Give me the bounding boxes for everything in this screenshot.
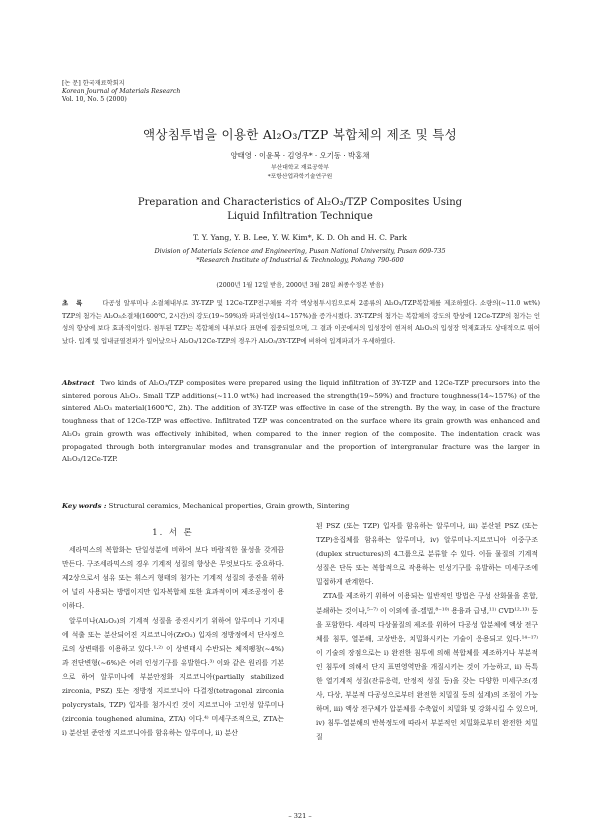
english-abstract-text: Two kinds of Al₂O₃/TZP composites were prepared using the liquid infiltration of 3Y-TZP and 12Ce-TZP precursors into the sintered porous Al₂O₃. Small TZP additions(~11.0 wt%) had increased the strength(19~59%) and fracture toughness(14~157%) of the sintered Al₂O₃ material(1600℃, 2h). The addition of 3Y-TZP was effective in case of the strength. By the way, in case of the fracture toughness that of 12Ce-TZP was effective. Infiltrated TZP was concentrated on the surface where its grain growth was enhanced and Al₂O₃ grain growth was effectively inhibited, when compared to the inner region of the composite. The indentation crack was propagated through both intergranular modes and transgranular and the proportion of intergranular fracture was the larger in Al₂O₃/12Ce-TZP. xyxy=(62,379,540,464)
korean-authors: 양태영 · 이윤복 · 김영우* · 오기동 · 박홍채 xyxy=(230,151,370,160)
korean-affiliation-2: *포항산업과학기술연구원 xyxy=(267,174,333,180)
korean-affiliation-1: 부산대학교 재료공학부 xyxy=(271,165,329,171)
page-number: – 321 – xyxy=(288,812,312,820)
body-paragraph: ZTA를 제조하기 위하여 이용되는 일반적인 방법은 구성 산화물을 혼합, 분쇄하는 것이나,⁵⁻⁷⁾ 이 이외에 졸-겔법,⁸⁻¹⁰⁾ 용융과 급냉,¹¹⁾ CVD¹²·¹³⁾ 등을 포함한다. 세라믹 다상물질의 제조를 위하여 다공성 압분체에 액상 전구체를 침투, 열분해, 고상반응, 치밀화시키는 기술이 응용되고 있다.¹⁴⁻¹⁷⁾ 이 기술의 장점으로는 i) 완전한 침투에 의해 복합체를 제조하거나 부분적인 침투에 의해서 단지 표면영역만을 개질시키는 것이 가능하고, ii) 독특한 열기계적 성질(잔류응력, 안정적 성질 등)을 갖는 다양한 미세구조(경사, 다상, 부분적 다공성으로부터 완전한 치밀질 등의 설계)의 조절이 가능하며, iii) 액상 전구체가 압분체를 수축없이 치밀화 및 강화시킬 수 있으며, iv) 침투-열분해의 반복정도에 따라서 부분적인 치밀화로부터 완전한 치밀질 xyxy=(316,592,538,742)
korean-title: 액상침투법을 이용한 Al₂O₃/TZP 복합체의 제조 및 특성 xyxy=(142,127,458,142)
english-title-line-1: Preparation and Characteristics of Al₂O₃/TZP Composites Using xyxy=(137,197,463,208)
korean-abstract-text: 다공성 알루미나 소결체내부로 3Y-TZP 및 12Ce-TZP전구체를 각각 액상침투시킴으로써 2종류의 Al₂O₃/TZP복합체를 제조하였다. 소량의(~11.0 wt%) TZP의 첨가는 Al₂O₃소결체(1600℃, 2시간)의 강도(19~59%)와 파괴인성(14~157%)을 증가시켰다. 3Y-TZP의 첨가는 복합체의 강도의 향상에 12Ce-TZP의 첨가는 인성의 향상에 보다 효과적이었다. 침투된 TZP는 복합체의 내부보다 표면에 집중되었으며, 그 결과 이곳에서의 입성장이 현저히 Al₂O₃의 입성장 억제효과도 상대적으로 뛰어났다. 입계 및 입내균열전파가 일어났으나 Al₂O₃/12Ce-TZP의 경우가 Al₂O₃/3Y-TZP에 비하여 입계파괴가 우세하였다. xyxy=(62,299,540,345)
journal-line-english: Korean Journal of Materials Research xyxy=(62,88,181,95)
journal-header xyxy=(62,80,180,104)
english-abstract-label: Abstract xyxy=(62,379,95,387)
english-abstract xyxy=(62,377,540,466)
received-dates: (2000년 1월 12일 받음, 2000년 3월 28일 최종수정본 받음) xyxy=(216,282,384,289)
english-affiliation-2: *Research Institute of Industrial & Technology, Pohang 790-600 xyxy=(196,255,404,264)
section-heading-introduction: 1. 서 론 xyxy=(152,527,194,537)
keywords-label: Key words : xyxy=(62,502,107,510)
korean-abstract xyxy=(62,297,540,347)
body-paragraph: 알루미나(Al₂O₃)의 기계적 성질을 증진시키기 위하여 알루미나 기지내에 석출 또는 분산되어진 지르코니아(ZrO₂) 입자의 정방정에서 단사정으로의 상변태를 이용하고 있다.¹·²⁾ 이 상변태시 수반되는 체적팽창(~4%)과 전단변형(~6%)은 여러 인성기구를 유발한다.³⁾ 이와 같은 원리를 기본으로 하여 알루미나에 부분안정화 지르코니아(partially stabilized zirconia, PSZ) 또는 정방정 지르코니아 다결정(tetragonal zirconia polycrystals, TZP) 입자를 첨가시킨 것이 지르코니아 고인성 알루미나(zirconia toughened alumina, ZTA) 이다.⁴⁾ 미세구조적으로, ZTA는 i) 분산된 준안정 지르코니아를 함유하는 알루미나, ii) 분산 xyxy=(62,616,284,738)
keywords-text: Structural ceramics, Mechanical properties, Grain growth, Sintering xyxy=(108,502,350,510)
english-affiliations xyxy=(0,247,600,264)
body-paragraph: 된 PSZ (또는 TZP) 입자를 함유하는 알루미나, iii) 분산된 PSZ (또는 TZP)응집체를 함유하는 알루미나, iv) 알루미나-지르코니아 이중구조(duplex structures)의 4그룹으로 분류할 수 있다. 이들 물질의 기계적 성질은 단독 또는 복합적으로 작용하는 인성기구를 유발하는 미세구조에 밀접하게 관계한다. xyxy=(316,522,538,587)
journal-line-category: [논 문] 한국재료학회지 xyxy=(62,80,125,87)
body-paragraph: 세라믹스의 복합화는 단일성분에 비하여 보다 바람직한 물성을 갖게끔 만든다. 구조세라믹스의 경우 기계적 성질의 향상은 무엇보다도 중요하다. 제2상으로서 섬유 또는 휘스커 형태의 첨가는 기계적 성질의 증진을 위하여 널리 사용되는 방법이지만 입자복합체 또한 효과적이며 제조공정이 용이하다. xyxy=(62,546,284,611)
body-column-right xyxy=(316,519,538,745)
english-title xyxy=(0,196,600,224)
body-column-left xyxy=(62,519,284,740)
korean-abstract-label: 초록 xyxy=(62,299,91,307)
english-affiliation-1: Division of Materials Science and Engineering, Pusan National University, Pusan 609-735 xyxy=(154,247,446,255)
korean-affiliations xyxy=(0,164,600,182)
english-title-line-2: Liquid Infiltration Technique xyxy=(227,211,373,222)
journal-line-volume: Vol. 10, No. 5 (2000) xyxy=(62,96,127,103)
keywords xyxy=(62,502,540,510)
english-authors: T. Y. Yang, Y. B. Lee, Y. W. Kim*, K. D. Oh and H. C. Park xyxy=(192,233,408,242)
